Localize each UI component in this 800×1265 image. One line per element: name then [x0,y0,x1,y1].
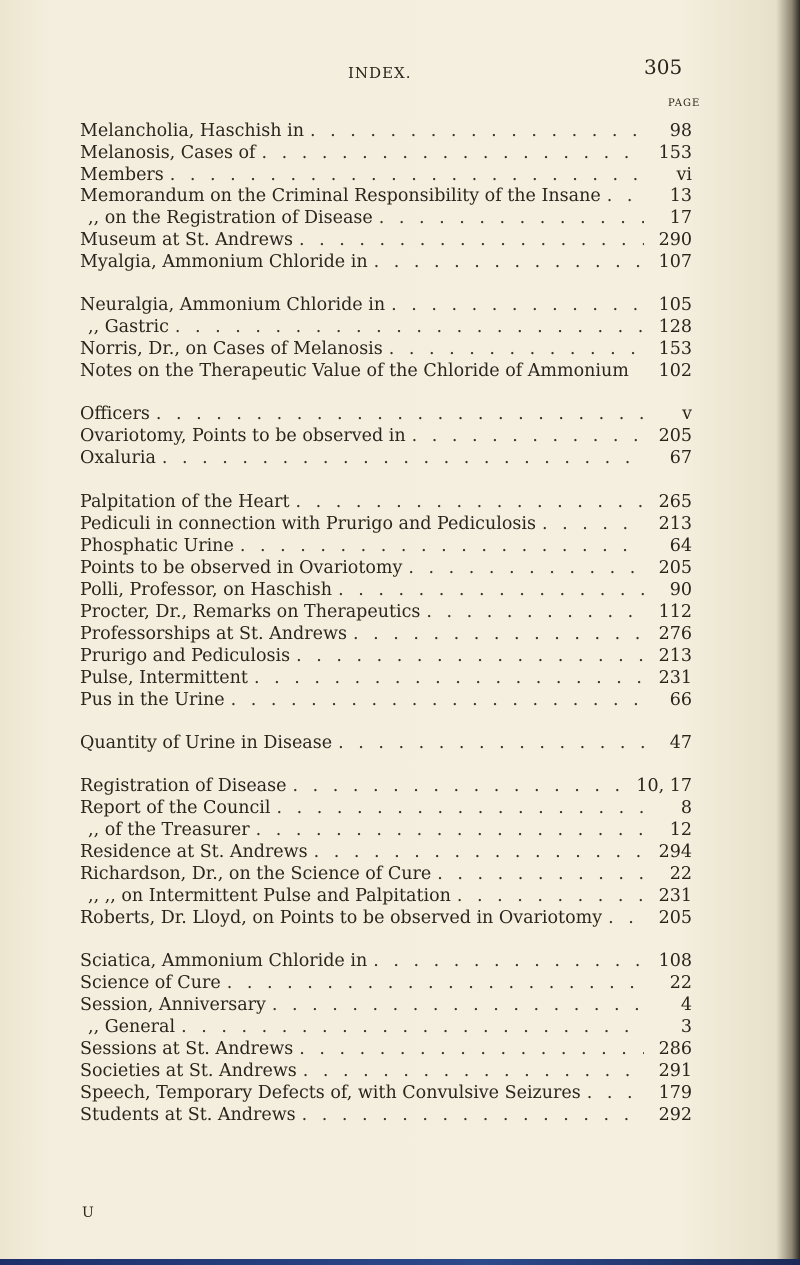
index-entry [80,1082,692,1104]
index-entry-text: Science of Cure [80,973,221,993]
index-entry-page: 128 [658,317,692,337]
index-entry-text: ,, ,, on Intermittent Pulse and Palpitation [88,886,451,906]
index-entry [80,841,692,863]
index-entry-page: 22 [669,973,692,993]
index-entry-page: 107 [658,252,692,272]
index-entry-text: Pulse, Intermittent [80,668,248,688]
index-entry-text: Quantity of Urine in Disease [80,733,333,753]
index-entry-text: Pediculi in connection with Prurigo and Pediculosis [80,514,536,534]
index-entry-text: Sciatica, Ammonium Chloride in [80,951,368,971]
dot-leader [256,819,644,841]
index-entry-page: 265 [658,492,692,512]
dot-leader [437,863,644,885]
index-entry-text: Neuralgia, Ammonium Chloride in [80,295,386,315]
dot-leader [303,1060,644,1082]
page-column-label: PAGE [668,98,701,109]
dot-leader [338,732,644,754]
index-entry [80,797,692,819]
dot-leader [302,1104,644,1126]
index-entry-text: Memorandum on the Criminal Responsibility of the Insane [80,186,601,206]
index-entry-text: ,, on the Registration of Disease [88,208,373,228]
dot-leader [231,689,644,711]
index-entry-page: 205 [658,558,692,578]
index-entry-page: 290 [658,230,692,250]
dot-leader [314,841,644,863]
index-entry-page: 17 [669,208,692,228]
dot-leader [292,775,630,797]
index-entry-page: 276 [658,624,692,644]
index-entry [80,972,692,994]
index-entry-text: ,, General [88,1017,176,1037]
index-entry-text: Norris, Dr., on Cases of Melanosis [80,339,383,359]
index-entry [80,950,692,972]
index-entry [80,645,692,667]
index-entry-text: Societies at St. Andrews [80,1061,297,1081]
index-entry [80,1016,692,1038]
dot-leader [426,601,644,623]
dot-leader [227,972,644,994]
index-entry-page: 112 [658,602,692,622]
index-entry-page: 8 [680,798,692,818]
index-entry [80,447,692,469]
index-entry-page: 12 [669,820,692,840]
index-entry-text: Professorships at St. Andrews [80,624,347,644]
index-entry-text: Sessions at St. Andrews [80,1039,294,1059]
dot-leader [408,557,644,579]
index-entry-text: Oxaluria [80,448,156,468]
index-entry [80,360,692,382]
index-entry [80,207,692,229]
index-entry-text: Melancholia, Haschish in [80,121,304,141]
dot-leader [338,579,644,601]
index-entry-text: Museum at St. Andrews [80,230,293,250]
index-entry-page: 291 [658,1061,692,1081]
index-entry [80,557,692,579]
index-entry-text: Myalgia, Ammonium Chloride in [80,252,368,272]
index-entry [80,994,692,1016]
page-number: 305 [644,55,683,79]
index-entry-page: 90 [669,580,692,600]
dot-leader [587,1082,644,1104]
index-entry [80,316,692,338]
dot-leader [277,797,645,819]
dot-leader [296,645,644,667]
index-entry-page: 205 [658,426,692,446]
index-entry-page: 64 [669,536,692,556]
dot-leader [374,251,644,273]
index-entry-text: Members [80,165,164,185]
index-entry [80,579,692,601]
index-entry-text: Polli, Professor, on Haschish [80,580,333,600]
dot-leader [181,1016,644,1038]
index-entry-text: ,, Gastric [88,317,169,337]
index-entry-text: Residence at St. Andrews [80,842,308,862]
index-entry [80,732,692,754]
signature-mark: U [82,1205,94,1221]
index-entry [80,403,692,425]
index-entry-text: Students at St. Andrews [80,1105,296,1125]
index-entry-text: Prurigo and Pediculosis [80,646,291,666]
index-entry [80,863,692,885]
dot-leader [457,885,644,907]
index-entry [80,338,692,360]
dot-leader [272,994,644,1016]
index-entry [80,775,692,797]
index-entry [80,907,692,929]
index-entry-page: 102 [658,361,692,381]
dot-leader [162,447,644,469]
index-entry-page: 4 [680,995,692,1015]
index-entry-page: 231 [658,668,692,688]
index-entry-text: Ovariotomy, Points to be observed in [80,426,406,446]
index-entry [80,1038,692,1060]
index-entry-page: 3 [680,1017,692,1037]
index-entry-text: Melanosis, Cases of [80,143,256,163]
dot-leader [156,403,644,425]
index-entry [80,1104,692,1126]
index-entry-page: 153 [658,143,692,163]
page-title: INDEX. [348,64,412,82]
index-entry [80,229,692,251]
index-entry-text: Phosphatic Urine [80,536,234,556]
index-entry-text: Session, Anniversary [80,995,266,1015]
index-entry [80,142,692,164]
index-entry-page: v [682,404,692,424]
index-entry-text: ,, of the Treasurer [88,820,250,840]
index-entry-page: 179 [658,1083,692,1103]
index-entry [80,535,692,557]
index-entry [80,251,692,273]
index-entry-text: Officers [80,404,150,424]
dot-leader [310,120,644,142]
index-entry [80,601,692,623]
index-entry [80,120,692,142]
index-entry-text: Procter, Dr., Remarks on Therapeutics [80,602,421,622]
dot-leader [299,229,644,251]
index-entry-page: 108 [658,951,692,971]
index-entry [80,294,692,316]
index-entry [80,885,692,907]
index-entry [80,819,692,841]
index-entry-text: Palpitation of the Heart [80,492,290,512]
dot-leader [175,316,644,338]
dot-leader [607,185,644,207]
index-entry-page: 66 [669,690,692,710]
index-entry [80,667,692,689]
index-entry-page: 213 [658,514,692,534]
dot-leader [353,623,644,645]
index-entry-page: 98 [669,121,692,141]
index-entry [80,185,692,207]
index-entry-text: Registration of Disease [80,776,287,796]
index-entry-page: 294 [658,842,692,862]
index-entry-page: 47 [669,733,692,753]
index-entry-page: 153 [658,339,692,359]
dot-leader [379,207,644,229]
index-entry-text: Notes on the Therapeutic Value of the Chloride of Ammonium [80,361,629,381]
dot-leader [299,1038,644,1060]
index-entry-page: 205 [658,908,692,928]
dot-leader [240,535,644,557]
dot-leader [542,513,644,535]
index-entry-page: 105 [658,295,692,315]
dot-leader [170,164,644,186]
index-entry [80,513,692,535]
dot-leader [391,294,644,316]
index-entry [80,1060,692,1082]
index-entry [80,164,692,186]
index-entry-page: 286 [658,1039,692,1059]
index-entry [80,491,692,513]
index-entry [80,689,692,711]
index-entry [80,623,692,645]
index-entry-page: 292 [658,1105,692,1125]
index-entry-page: 10, 17 [636,776,692,796]
dot-leader [262,142,644,164]
index-entry-text: Report of the Council [80,798,271,818]
index-entry-page: 13 [669,186,692,206]
index-entry [80,425,692,447]
index-entry-text: Pus in the Urine [80,690,225,710]
dot-leader [389,338,644,360]
index-entry-text: Roberts, Dr. Lloyd, on Points to be observed in Ovariotomy [80,908,603,928]
index-entry-text: Richardson, Dr., on the Science of Cure [80,864,432,884]
index-entry-page: vi [676,165,692,185]
dot-leader [254,667,644,689]
dot-leader [608,907,644,929]
dot-leader [373,950,644,972]
dot-leader [296,491,644,513]
index-entry-page: 22 [669,864,692,884]
index-entry-page: 67 [669,448,692,468]
index-entry-text: Speech, Temporary Defects of, with Convulsive Seizures [80,1083,581,1103]
index-entry-page: 231 [658,886,692,906]
index-entry-text: Points to be observed in Ovariotomy [80,558,403,578]
dot-leader [412,425,644,447]
index-entry-page: 213 [658,646,692,666]
